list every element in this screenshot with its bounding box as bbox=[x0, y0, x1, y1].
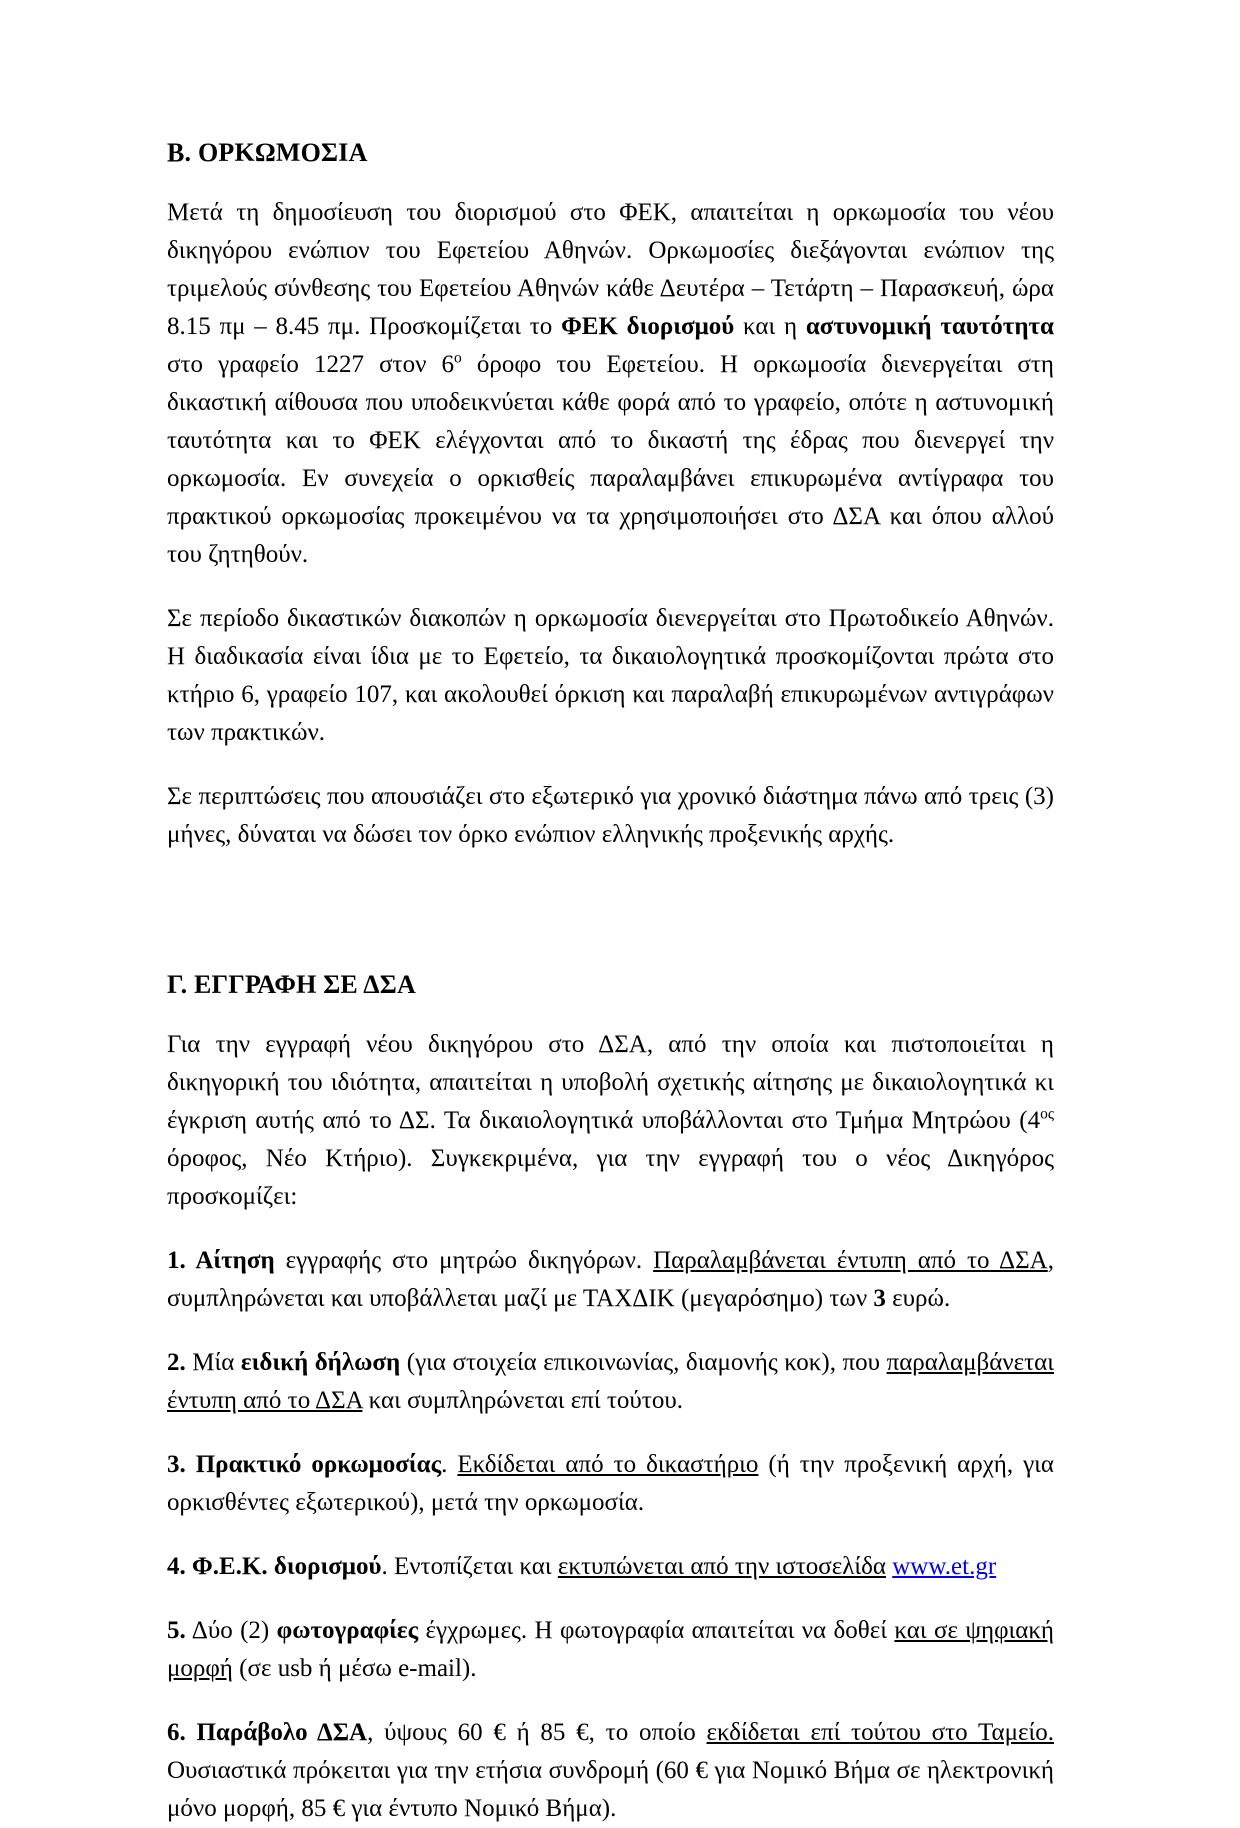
list-item-4: 4. Φ.Ε.Κ. διορισμού. Εντοπίζεται και εκτυπώνεται από την ιστοσελίδα www.et.gr bbox=[167, 1553, 997, 1580]
section-orkomosia bbox=[167, 138, 1054, 854]
list-item-6: 6. Παράβολο ΔΣΑ, ύψους 60 € ή 85 €, το οποίο εκδίδεται επί τούτου στο Ταμείο. Ουσιαστικά πρόκειται για την ετήσια συνδρομή (60 € για Νομικό Βήμα σε ηλεκτρονική μόνο μορφή, 85 € για έντυπο Νομικό Βήμα). bbox=[167, 1719, 1054, 1822]
et-gr-link[interactable]: www.et.gr bbox=[892, 1553, 997, 1580]
list-item-3: 3. Πρακτικό ορκωμοσίας. Εκδίδεται από το δικαστήριο (ή την προξενική αρχή, για ορκισθέντες εξωτερικού), μετά την ορκωμοσία. bbox=[167, 1451, 1054, 1516]
list-item-2: 2. Μία ειδική δήλωση (για στοιχεία επικοινωνίας, διαμονής κοκ), που παραλαμβάνεται έντυπη από το ΔΣΑ και συμπληρώνεται επί τούτου. bbox=[167, 1349, 1054, 1414]
section-eggrafi-dsa bbox=[167, 970, 1054, 1828]
list-item-1: 1. Αίτηση εγγραφής στο μητρώο δικηγόρων. Παραλαμβάνεται έντυπη από το ΔΣΑ, συμπληρώνεται και υποβάλλεται μαζί με ΤΑΧΔΙΚ (μεγαρόσημο) των 3 ευρώ. bbox=[167, 1247, 1054, 1312]
paragraph-eggrafi-intro: Για την εγγραφή νέου δικηγόρου στο ΔΣΑ, από την οποία και πιστοποιείται η δικηγορική του ιδιότητα, απαιτείται η υποβολή σχετικής αίτησης με δικαιολογητικά κι έγκριση αυτής από το ΔΣ. Τα δικαιολογητικά υποβάλλονται στο Τμήμα Μητρώου ($4^{o\varsigma}$ όροφος, Νέο Κτήριο). Συγκεκριμένα, για την εγγραφή του ο νέος Δικηγόρος προσκομίζει: bbox=[167, 1031, 1054, 1210]
section-eggrafi-heading: Γ. ΕΓΓΡΑΦΗ ΣΕ ΔΣΑ bbox=[167, 970, 416, 999]
paragraph-orkomosia-2: Σε περίοδο δικαστικών διακοπών η ορκωμοσία διενεργείται στο Πρωτοδικείο Αθηνών. Η διαδικασία είναι ίδια με το Εφετείο, τα δικαιολογητικά προσκομίζονται πρώτα στο κτήριο 6, γραφείο 107, και ακολουθεί όρκιση και παραλαβή επικυρωμένων αντιγράφων των πρακτικών. bbox=[167, 605, 1054, 746]
paragraph-orkomosia-3: Σε περιπτώσεις που απουσιάζει στο εξωτερικό για χρονικό διάστημα πάνω από τρεις (3) μήνες, δύναται να δώσει τον όρκο ενώπιον ελληνικής προξενικής αρχής. bbox=[167, 783, 1054, 848]
list-item-5: 5. Δύο (2) φωτογραφίες έγχρωμες. Η φωτογραφία απαιτείται να δοθεί και σε ψηφιακή μορφή (σε usb ή μέσω e-mail). bbox=[167, 1617, 1054, 1682]
paragraph-orkomosia-1: Μετά τη δημοσίευση του διορισμού στο ΦΕΚ, απαιτείται η ορκωμοσία του νέου δικηγόρου ενώπιον του Εφετείου Αθηνών. Ορκωμοσίες διεξάγονται ενώπιον της τριμελούς σύνθεσης του Εφετείου Αθηνών κάθε Δευτέρα – Τετάρτη – Παρασκευή, ώρα 8.15 πμ – 8.45 πμ. Προσκομίζεται το ΦΕΚ διορισμού και η αστυνομική ταυτότητα στο γραφείο 1227 στον $6^o$ όροφο του Εφετείου. Η ορκωμοσία διενεργείται στη δικαστική αίθουσα που υποδεικνύεται κάθε φορά από το γραφείο, οπότε η αστυνομική ταυτότητα και το ΦΕΚ ελέγχονται από το δικαστή της έδρας που διενεργεί την ορκωμοσία. Εν συνεχεία ο ορκισθείς παραλαμβάνει επικυρωμένα αντίγραφα του πρακτικού ορκωμοσίας προκειμένου να τα χρησιμοποιήσει στο ΔΣΑ και όπου αλλού του ζητηθούν. bbox=[167, 199, 1054, 568]
section-orkomosia-heading: Β. ΟΡΚΩΜΟΣΙΑ bbox=[167, 138, 368, 167]
